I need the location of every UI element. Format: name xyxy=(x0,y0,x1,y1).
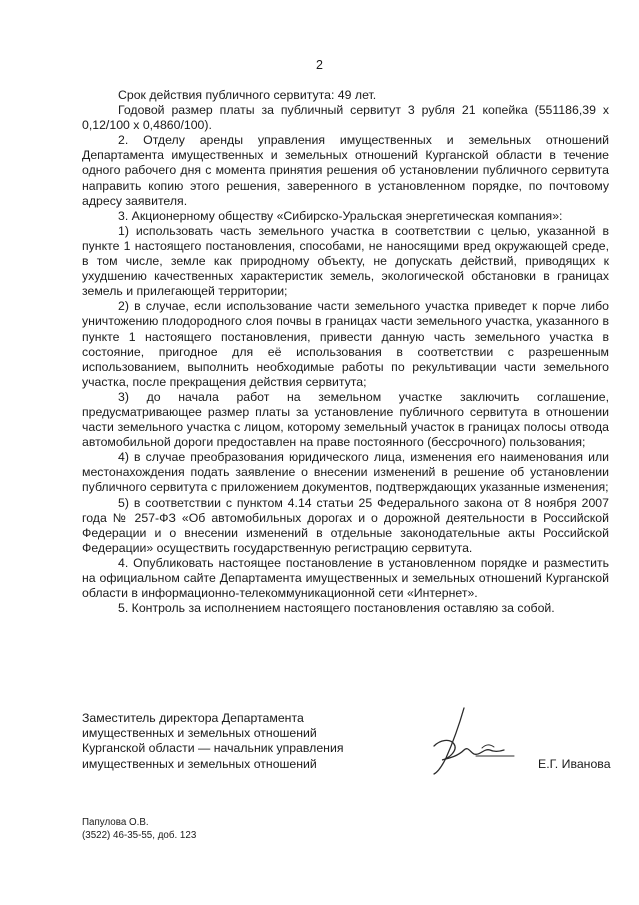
executor-name: Папулова О.В. xyxy=(82,817,149,828)
paragraph-item-3: 3. Акционерному обществу «Сибирско-Уральская энергетическая компания»: xyxy=(118,208,563,223)
executor-phone: (3522) 46-35-55, доб. 123 xyxy=(82,829,197,841)
paragraph-item-3-5: 5) в соответствии с пунктом 4.14 статьи 25 Федерального закона от 8 ноября 2007 года № 257-ФЗ «Об автомобильных дорогах и о дорожной деятельности в Российской Федерации и о внесении изменений в отдельные законодательные акты Российской Федерации» осуществить государственную регистрацию сервитута. xyxy=(82,495,609,555)
paragraph-item-3-2: 2) в случае, если использование части земельного участка приведет к порче либо уничтожению плодородного слоя почвы в границах части земельного участка, указанного в пункте 1 настоящего постановления, привести данную часть земельного участка в состояние, пригодное для её использования в соответствии с разрешенным использованием, выполнить необходимые работы по рекультивации части земельного участка, после прекращения действия сервитута; xyxy=(82,299,609,389)
paragraph-item-4: 4. Опубликовать настоящее постановление в установленном порядке и разместить на официальном сайте Департамента имущественных и земельных отношений Курганской области в информационно-телекоммуникационной сети «Интернет». xyxy=(82,555,609,601)
paragraph-servitude-term: Срок действия публичного сервитута: 49 лет. xyxy=(118,88,377,102)
signatory-position-line: Курганской области — начальник управления xyxy=(82,741,344,756)
signatory-position-line: имущественных и земельных отношений xyxy=(82,726,317,741)
signatory-position xyxy=(82,711,382,772)
paragraph-item-3-3: 3) до начала работ на земельном участке заключить соглашение, предусматривающее размер платы за установление публичного сервитута в отношении части земельного участка с лицом, которому земельный участок в границах полосы отвода автомобильной дороги предоставлен на праве постоянного (бессрочного) пользования; xyxy=(82,389,609,450)
page-number: 2 xyxy=(316,58,323,72)
signer-name: Е.Г. Иванова xyxy=(538,757,611,771)
paragraph-annual-fee: Годовой размер платы за публичный сервитут 3 рубля 21 копейка (551186,39 x 0,12/100 x 0,4860/100). xyxy=(82,103,609,133)
paragraph-item-2: 2. Отделу аренды управления имущественных и земельных отношений Департамента имущественных и земельных отношений Курганской области в течение одного рабочего дня с момента принятия решения об установлении публичного сервитута направить копию этого решения, заверенного в установленном порядке, по почтовому адресу заявителя. xyxy=(82,133,609,208)
signatory-position-line: имущественных и земельных отношений xyxy=(82,756,317,771)
document-body xyxy=(82,88,609,616)
executor-info xyxy=(82,817,196,842)
handwritten-signature xyxy=(424,700,534,785)
paragraph-item-5: 5. Контроль за исполнением настоящего постановления оставляю за собой. xyxy=(118,601,555,616)
paragraph-item-3-4: 4) в случае преобразования юридического лица, изменения его наименования или местонахождения подать заявление о внесении изменений в решение об установлении публичного сервитута с приложением документов, подтверждающих указанные изменения; xyxy=(82,450,609,495)
paragraph-item-3-1: 1) использовать часть земельного участка в соответствии с целью, указанной в пункте 1 настоящего постановления, способами, не наносящими вред окружающей среде, в том числе, земле как природному объекту, не допускать действий, приводящих к ухудшению качественных характеристик земель, экологической обстановки в границах земель и прилегающей территории; xyxy=(82,223,609,299)
signatory-position-line: Заместитель директора Департамента xyxy=(82,711,304,725)
